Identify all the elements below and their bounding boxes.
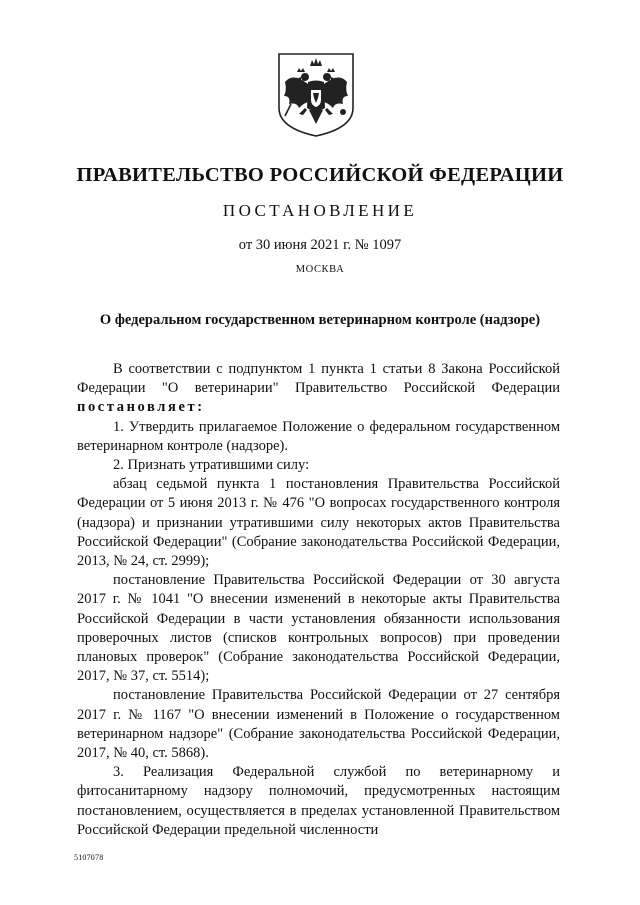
paragraph-repeal-1: абзац седьмой пункта 1 постановления Правительства Российской Федерации от 5 июня 2013 г. № 476 "О вопросах государственного контроля (надзора) и признании утратившими силу некоторых актов Правительства Российской Федерации" (Собрание законодательства Российской Федерации, 2013, № 24, ст. 2999); bbox=[77, 476, 560, 570]
document-type: ПОСТАНОВЛЕНИЕ bbox=[222, 201, 418, 220]
resolves-word: постановляет: bbox=[77, 399, 205, 416]
paragraph-repeal-2: постановление Правительства Российской Федерации от 30 августа 2017 г. № 1041 "О внесении изменений в некоторые акты Правительства Российской Федерации в части установления обязанности использования проверочных листов (списков контрольных вопросов) при проведении плановых проверок" (Собрание законодательства Российской Федерации, 2017, № 37, ст. 5514); bbox=[77, 572, 560, 685]
russian-coat-of-arms-icon bbox=[275, 52, 357, 138]
paragraph-repeal-3: постановление Правительства Российской Федерации от 27 сентября 2017 г. № 1167 "О внесении изменений в Положение о государственном ветеринарном надзоре" (Собрание законодательства Российской Федерации, 2017, № 40, ст. 5868). bbox=[77, 687, 560, 762]
decree-date-number: от 30 июня 2021 г. № 1097 bbox=[238, 237, 402, 253]
decree-subject: О федеральном государственном ветеринарном контроле (надзоре) bbox=[99, 312, 541, 328]
paragraph-item-3: 3. Реализация Федеральной службой по ветеринарному и фитосанитарному надзору полномочий, предусмотренных настоящим постановлением, осуществляется в пределах установленной Правительством Российской Федерации предельной численности bbox=[77, 764, 560, 838]
paragraph-item-1: 1. Утвердить прилагаемое Положение о федеральном государственном ветеринарном контроле (надзоре). bbox=[77, 418, 560, 454]
intro-text: В соответствии с подпунктом 1 пункта 1 статьи 8 Закона Российской Федерации "О ветеринарии" Правительство Российской Федерации bbox=[77, 361, 560, 397]
intro-paragraph bbox=[77, 360, 560, 418]
decree-body bbox=[77, 360, 560, 840]
paragraph-item-2: 2. Признать утратившими силу: bbox=[113, 457, 310, 474]
document-code: 5107078 bbox=[74, 853, 104, 862]
government-title: ПРАВИТЕЛЬСТВО РОССИЙСКОЙ ФЕДЕРАЦИИ bbox=[76, 164, 564, 186]
city-name: МОСКВА bbox=[295, 264, 345, 275]
